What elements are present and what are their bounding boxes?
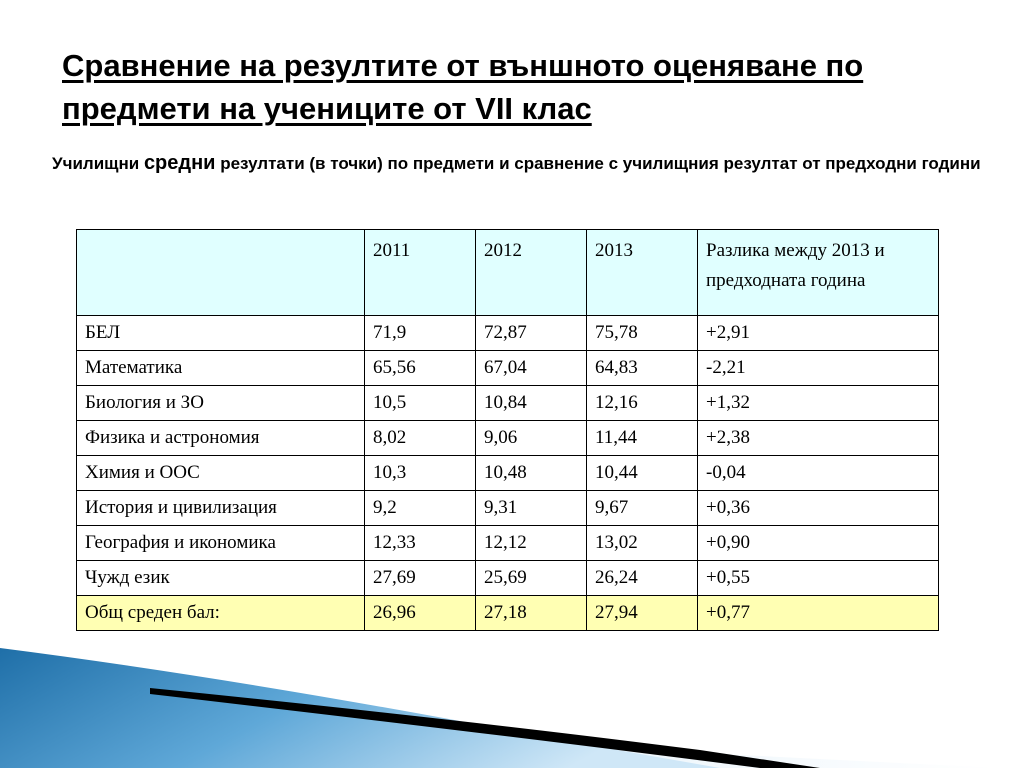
difference-cell: +1,32 bbox=[698, 386, 939, 421]
value-cell-2013: 13,02 bbox=[587, 526, 698, 561]
subtitle-text-end: резултати (в точки) по предмети и сравнение с училищния резултат от предходни години bbox=[215, 154, 981, 173]
value-cell-2012: 72,87 bbox=[476, 316, 587, 351]
total-difference-cell: +0,77 bbox=[698, 596, 939, 631]
table-row bbox=[77, 316, 939, 351]
header-cell-2013: 2013 bbox=[587, 230, 698, 316]
subtitle-emphasis: средни bbox=[143, 152, 216, 174]
subject-cell: БЕЛ bbox=[77, 316, 365, 351]
table-header-row bbox=[77, 230, 939, 316]
value-cell-2011: 12,33 bbox=[365, 526, 476, 561]
value-cell-2013: 64,83 bbox=[587, 351, 698, 386]
value-cell-2011: 71,9 bbox=[365, 316, 476, 351]
difference-cell: -2,21 bbox=[698, 351, 939, 386]
total-cell-2013: 27,94 bbox=[587, 596, 698, 631]
value-cell-2013: 26,24 bbox=[587, 561, 698, 596]
value-cell-2012: 67,04 bbox=[476, 351, 587, 386]
swoosh-blue-band bbox=[0, 648, 720, 768]
total-cell-2012: 27,18 bbox=[476, 596, 587, 631]
value-cell-2013: 9,67 bbox=[587, 491, 698, 526]
value-cell-2013: 10,44 bbox=[587, 456, 698, 491]
difference-cell: +0,36 bbox=[698, 491, 939, 526]
difference-cell: -0,04 bbox=[698, 456, 939, 491]
subject-cell: Биология и ЗО bbox=[77, 386, 365, 421]
header-cell-empty bbox=[77, 230, 365, 316]
value-cell-2011: 65,56 bbox=[365, 351, 476, 386]
value-cell-2011: 8,02 bbox=[365, 421, 476, 456]
value-cell-2011: 9,2 bbox=[365, 491, 476, 526]
subject-cell: Физика и астрономия bbox=[77, 421, 365, 456]
table-row bbox=[77, 421, 939, 456]
header-cell-2012: 2012 bbox=[476, 230, 587, 316]
table-row bbox=[77, 386, 939, 421]
value-cell-2012: 9,31 bbox=[476, 491, 587, 526]
slide-subtitle bbox=[52, 150, 982, 177]
value-cell-2011: 10,3 bbox=[365, 456, 476, 491]
subtitle-text-start: Училищни bbox=[52, 154, 144, 173]
difference-cell: +2,91 bbox=[698, 316, 939, 351]
total-cell-2011: 26,96 bbox=[365, 596, 476, 631]
table-row bbox=[77, 526, 939, 561]
value-cell-2013: 12,16 bbox=[587, 386, 698, 421]
value-cell-2012: 10,48 bbox=[476, 456, 587, 491]
value-cell-2011: 27,69 bbox=[365, 561, 476, 596]
subject-cell: Математика bbox=[77, 351, 365, 386]
total-label-cell: Общ среден бал: bbox=[77, 596, 365, 631]
difference-cell: +2,38 bbox=[698, 421, 939, 456]
value-cell-2012: 12,12 bbox=[476, 526, 587, 561]
decorative-swoosh bbox=[0, 600, 1024, 768]
header-cell-difference: Разлика между 2013 и предходната година bbox=[698, 230, 939, 316]
value-cell-2013: 11,44 bbox=[587, 421, 698, 456]
table-row bbox=[77, 491, 939, 526]
slide-title: Сравнение на резултите от външното оценяване по предмети на учениците от VII клас bbox=[62, 48, 864, 126]
difference-cell: +0,55 bbox=[698, 561, 939, 596]
table-row bbox=[77, 351, 939, 386]
value-cell-2012: 9,06 bbox=[476, 421, 587, 456]
results-table bbox=[76, 229, 939, 631]
subject-cell: История и цивилизация bbox=[77, 491, 365, 526]
value-cell-2012: 10,84 bbox=[476, 386, 587, 421]
header-cell-2011: 2011 bbox=[365, 230, 476, 316]
table-row bbox=[77, 561, 939, 596]
value-cell-2012: 25,69 bbox=[476, 561, 587, 596]
subject-cell: География и икономика bbox=[77, 526, 365, 561]
table-row bbox=[77, 456, 939, 491]
difference-cell: +0,90 bbox=[698, 526, 939, 561]
value-cell-2013: 75,78 bbox=[587, 316, 698, 351]
value-cell-2011: 10,5 bbox=[365, 386, 476, 421]
subject-cell: Чужд език bbox=[77, 561, 365, 596]
subject-cell: Химия и ООС bbox=[77, 456, 365, 491]
